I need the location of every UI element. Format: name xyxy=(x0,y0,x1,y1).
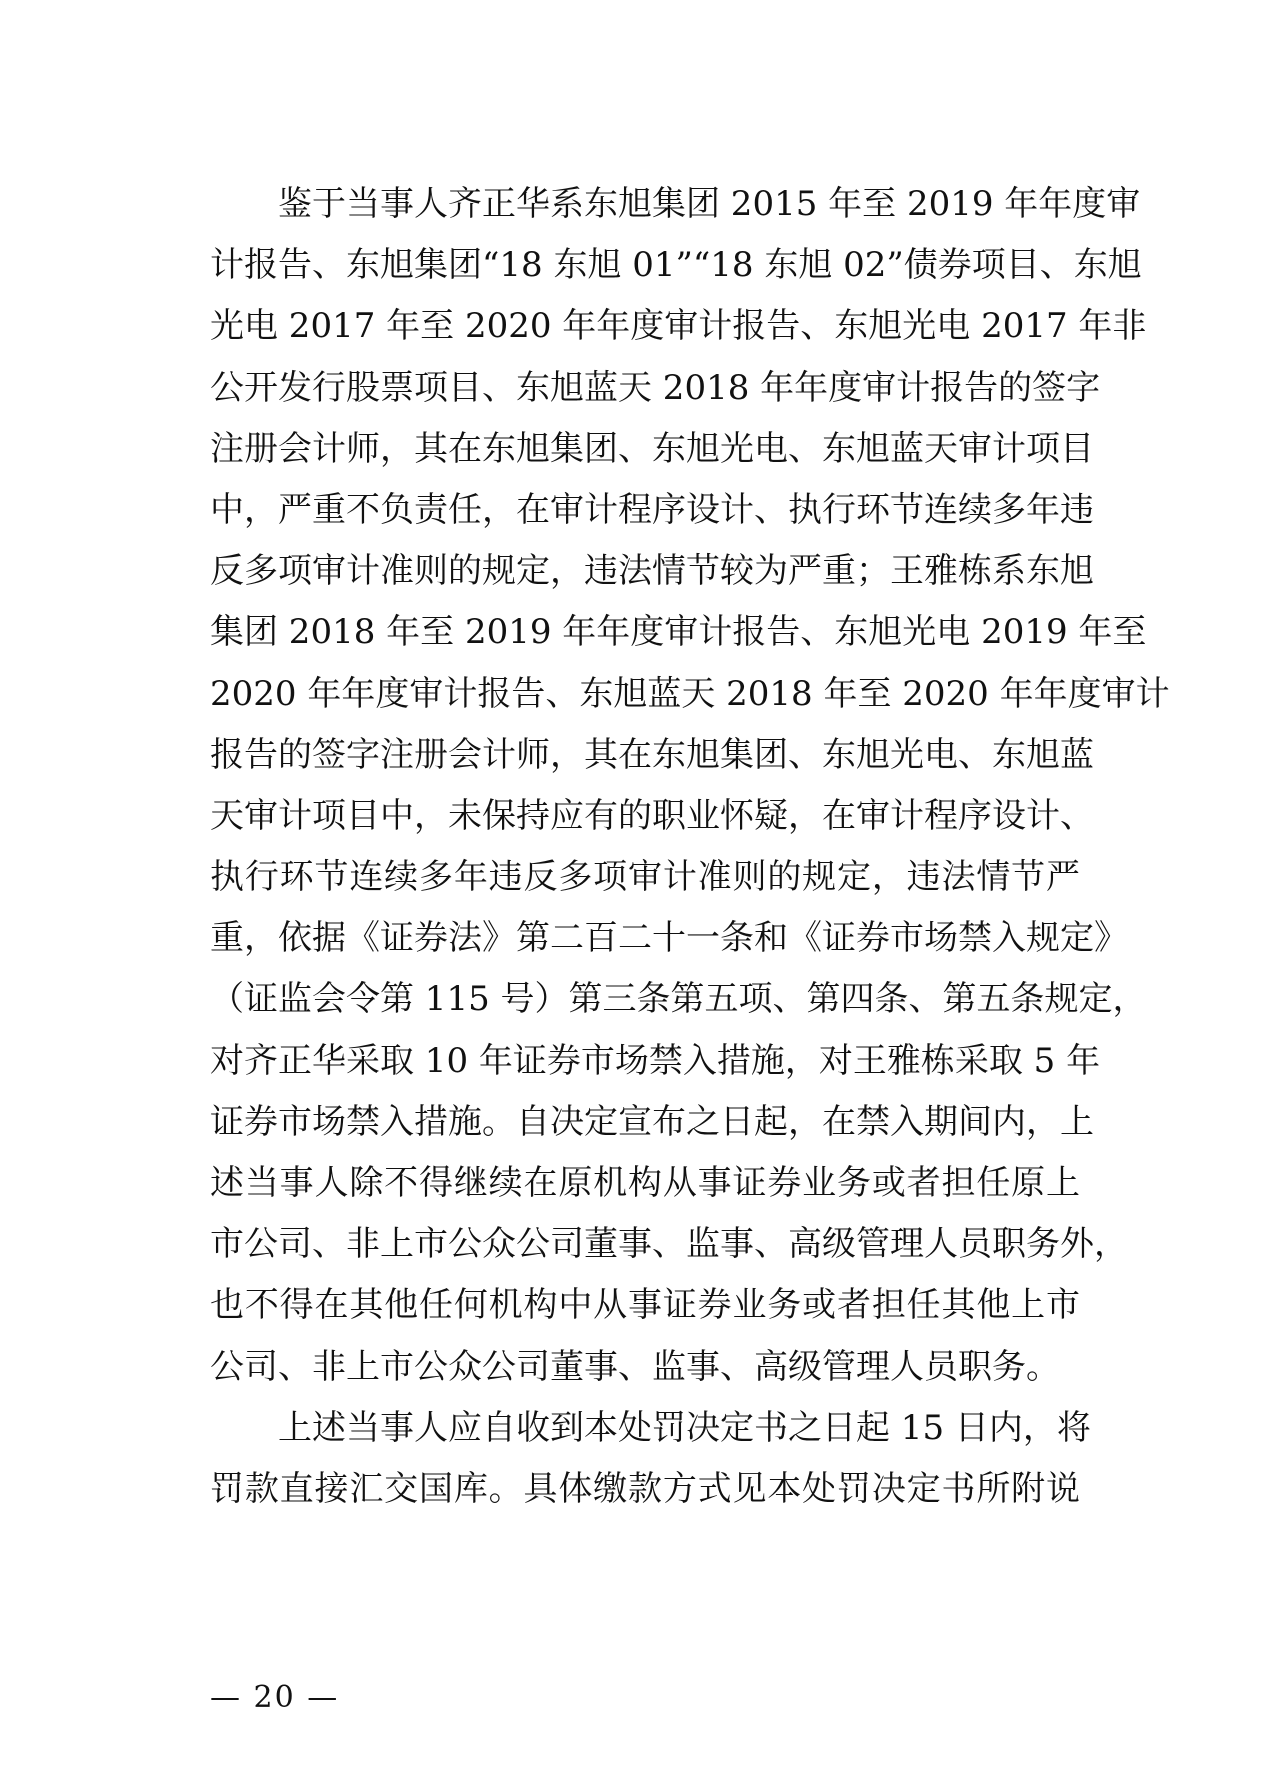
text-line: 证券市场禁入措施。自决定宣布之日起，在禁入期间内，上 xyxy=(210,1101,1094,1142)
text-line: 罚款直接汇交国库。具体缴款方式见本处罚决定书所附说 xyxy=(210,1468,1080,1509)
text-line: 市公司、非上市公众公司董事、监事、高级管理人员职务外， xyxy=(210,1224,1128,1265)
text-line: 报告的签字注册会计师，其在东旭集团、东旭光电、东旭蓝 xyxy=(210,734,1094,775)
text-line: 执行环节连续多年违反多项审计准则的规定，违法情节严 xyxy=(210,857,1080,898)
paragraph-market-ban xyxy=(210,174,1170,1398)
document-body xyxy=(210,174,1170,1520)
text-line: 反多项审计准则的规定，违法情节较为严重；王雅栋系东旭 xyxy=(210,551,1094,592)
text-line: 述当事人除不得继续在原机构从事证券业务或者担任原上 xyxy=(210,1163,1080,1203)
paragraph-fine-payment xyxy=(210,1398,1091,1520)
page-number: — 20 — xyxy=(210,1680,340,1715)
text-line: （证监会令第 115 号）第三条第五项、第四条、第五条规定， xyxy=(210,979,1147,1020)
text-line: 2020 年年度审计报告、东旭蓝天 2018 年至 2020 年年度审计 xyxy=(210,673,1170,714)
text-line: 也不得在其他任何机构中从事证券业务或者担任其他上市 xyxy=(210,1285,1080,1326)
text-line: 集团 2018 年至 2019 年年度审计报告、东旭光电 2019 年至 xyxy=(210,612,1147,653)
text-line: 中，严重不负责任，在审计程序设计、执行环节连续多年违 xyxy=(210,489,1094,530)
text-line: 光电 2017 年至 2020 年年度审计报告、东旭光电 2017 年非 xyxy=(210,306,1147,347)
text-line: 注册会计师，其在东旭集团、东旭光电、东旭蓝天审计项目 xyxy=(210,428,1094,469)
text-line: 重，依据《证券法》第二百二十一条和《证券市场禁入规定》 xyxy=(210,918,1128,959)
text-line: 公开发行股票项目、东旭蓝天 2018 年年度审计报告的签字 xyxy=(210,367,1101,408)
text-line: 公司、非上市公众公司董事、监事、高级管理人员职务。 xyxy=(210,1346,1060,1387)
text-line: 计报告、东旭集团“18 东旭 01”“18 东旭 02”债券项目、东旭 xyxy=(210,245,1142,286)
text-line: 上述当事人应自收到本处罚决定书之日起 15 日内，将 xyxy=(278,1407,1091,1448)
text-line: 天审计项目中，未保持应有的职业怀疑，在审计程序设计、 xyxy=(210,795,1094,836)
text-line: 对齐正华采取 10 年证券市场禁入措施，对王雅栋采取 5 年 xyxy=(210,1040,1101,1081)
text-line: 鉴于当事人齐正华系东旭集团 2015 年至 2019 年年度审 xyxy=(278,184,1141,224)
